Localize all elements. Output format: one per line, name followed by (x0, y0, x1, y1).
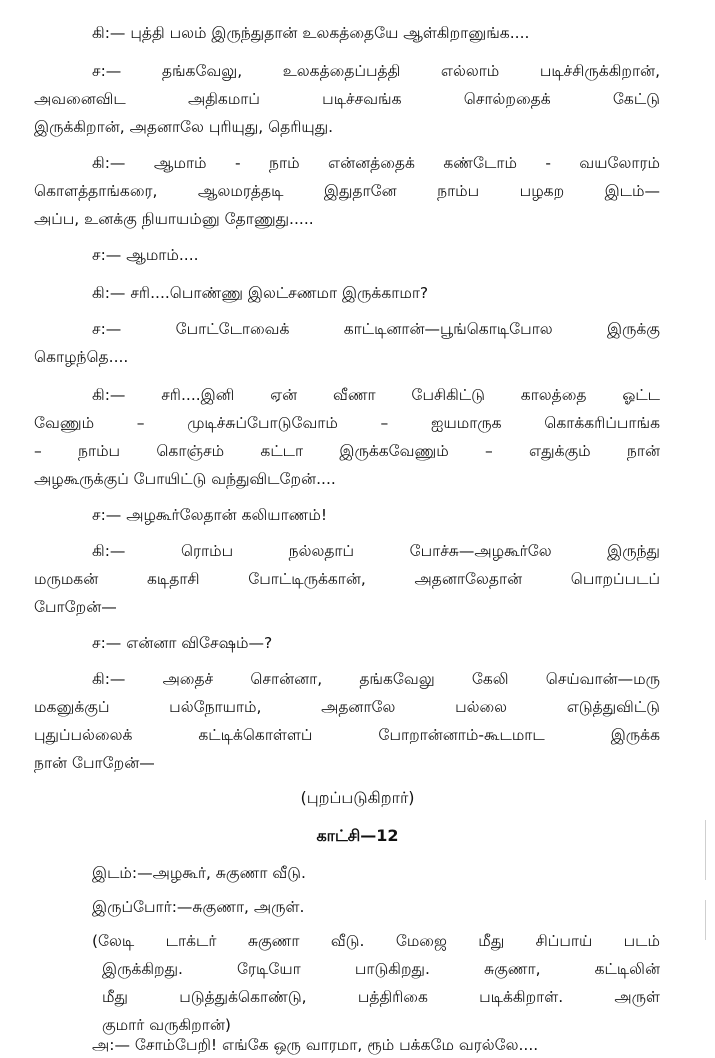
dialogue-line: கி:— புத்தி பலம் இருந்துதான் உலகத்தையே ஆள்கிறானுங்க.... (92, 24, 530, 42)
scene-characters: இருப்போர்:—சுகுணா, அருள். (92, 898, 305, 916)
dialogue-line: போறேன்— (34, 598, 117, 616)
scene-description-line: குமார் வருகிறான்) (102, 1016, 231, 1034)
dialogue-line: ச:— தங்கவேலு, உலகத்தைப்பத்தி எல்லாம் படிச்சிருக்கிறான், (92, 62, 660, 80)
dialogue-line: அழகூருக்குப் போயிட்டு வந்துவிடறேன்.... (34, 470, 336, 488)
dialogue-line: அப்ப, உனக்கு நியாயம்னு தோணுது..... (34, 210, 314, 228)
dialogue-line: இருக்கிறான், அதனாலே புரியுது, தெரியுது. (34, 118, 334, 136)
scan-edge-mark (705, 820, 706, 880)
dialogue-line-final: அ:— சோம்பேறி! எங்கே ஒரு வாரமா, ரூம் பக்கமே வரல்லே.... (92, 1036, 539, 1054)
dialogue-line: கி:— ஆமாம் - நாம் என்னத்தைக் கண்டோம் - வயலோரம் (92, 154, 660, 172)
scene-location: இடம்:—அழகூர், சுகுணா வீடு. (92, 864, 306, 882)
dialogue-line: ச:— அழகூர்லேதான் கலியாணம்! (92, 506, 328, 524)
dialogue-line: கி:— சரி....இனி ஏன் வீணா பேசிகிட்டு காலத்தை ஓட்ட (92, 386, 660, 404)
dialogue-line: நான் போறேன்— (34, 754, 155, 772)
stage-direction: (புறப்படுகிறார்) (300, 788, 415, 807)
dialogue-line: ச:— என்னா விசேஷம்—? (92, 634, 273, 652)
scene-description-line: (லேடி டாக்டர் சுகுணா வீடு. மேஜை மீது சிப்பாய் படம் (92, 932, 660, 950)
dialogue-line: அவனைவிட அதிகமாப் படிச்சவங்க சொல்றதைக் கேட்டு (34, 90, 660, 108)
dialogue-line: மகனுக்குப் பல்நோயாம், அதனாலே பல்லை எடுத்துவிட்டு (34, 698, 660, 716)
dialogue-line: புதுப்பல்லைக் கட்டிக்கொள்ளப் போறான்னாம்-கூடமாட இருக்க (34, 726, 660, 744)
dialogue-line: ச:— ஆமாம்.... (92, 246, 199, 264)
dialogue-line: கி:— சரி....பொண்ணு இலட்சணமா இருக்காமா? (92, 284, 429, 302)
scan-edge-mark (705, 900, 706, 940)
dialogue-line: ச:— போட்டோவைக் காட்டினான்—பூங்கொடிபோல இருக்கு (92, 320, 660, 338)
scene-description-line: இருக்கிறது. ரேடியோ பாடுகிறது. சுகுணா, கட்டிலின் (102, 960, 660, 978)
scene-description-line: மீது படுத்துக்கொண்டு, பத்திரிகை படிக்கிறாள். அருள் (102, 988, 660, 1006)
dialogue-line: வேணும் – முடிச்சுப்போடுவோம் – ஐயமாருக கொக்கரிப்பாங்க (34, 414, 660, 432)
dialogue-line: கொளத்தாங்கரை, ஆலமரத்தடி இதுதானே நாம்ப பழகற இடம்— (34, 182, 660, 200)
dialogue-line: மருமகன் கடிதாசி போட்டிருக்கான், அதனாலேதான் பொறப்படப் (34, 570, 660, 588)
dialogue-line: கி:— ரொம்ப நல்லதாப் போச்சு—அழகூர்லே இருந்து (92, 542, 660, 560)
dialogue-line: கொழந்தெ.... (34, 348, 129, 366)
scene-heading: காட்சி—12 (316, 826, 399, 845)
dialogue-line: – நாம்ப கொஞ்சம் கட்டா இருக்கவேணும் – எதுக்கும் நான் (34, 442, 660, 460)
dialogue-line: கி:— அதைச் சொன்னா, தங்கவேலு கேலி செய்வான்—மரு (92, 670, 660, 688)
